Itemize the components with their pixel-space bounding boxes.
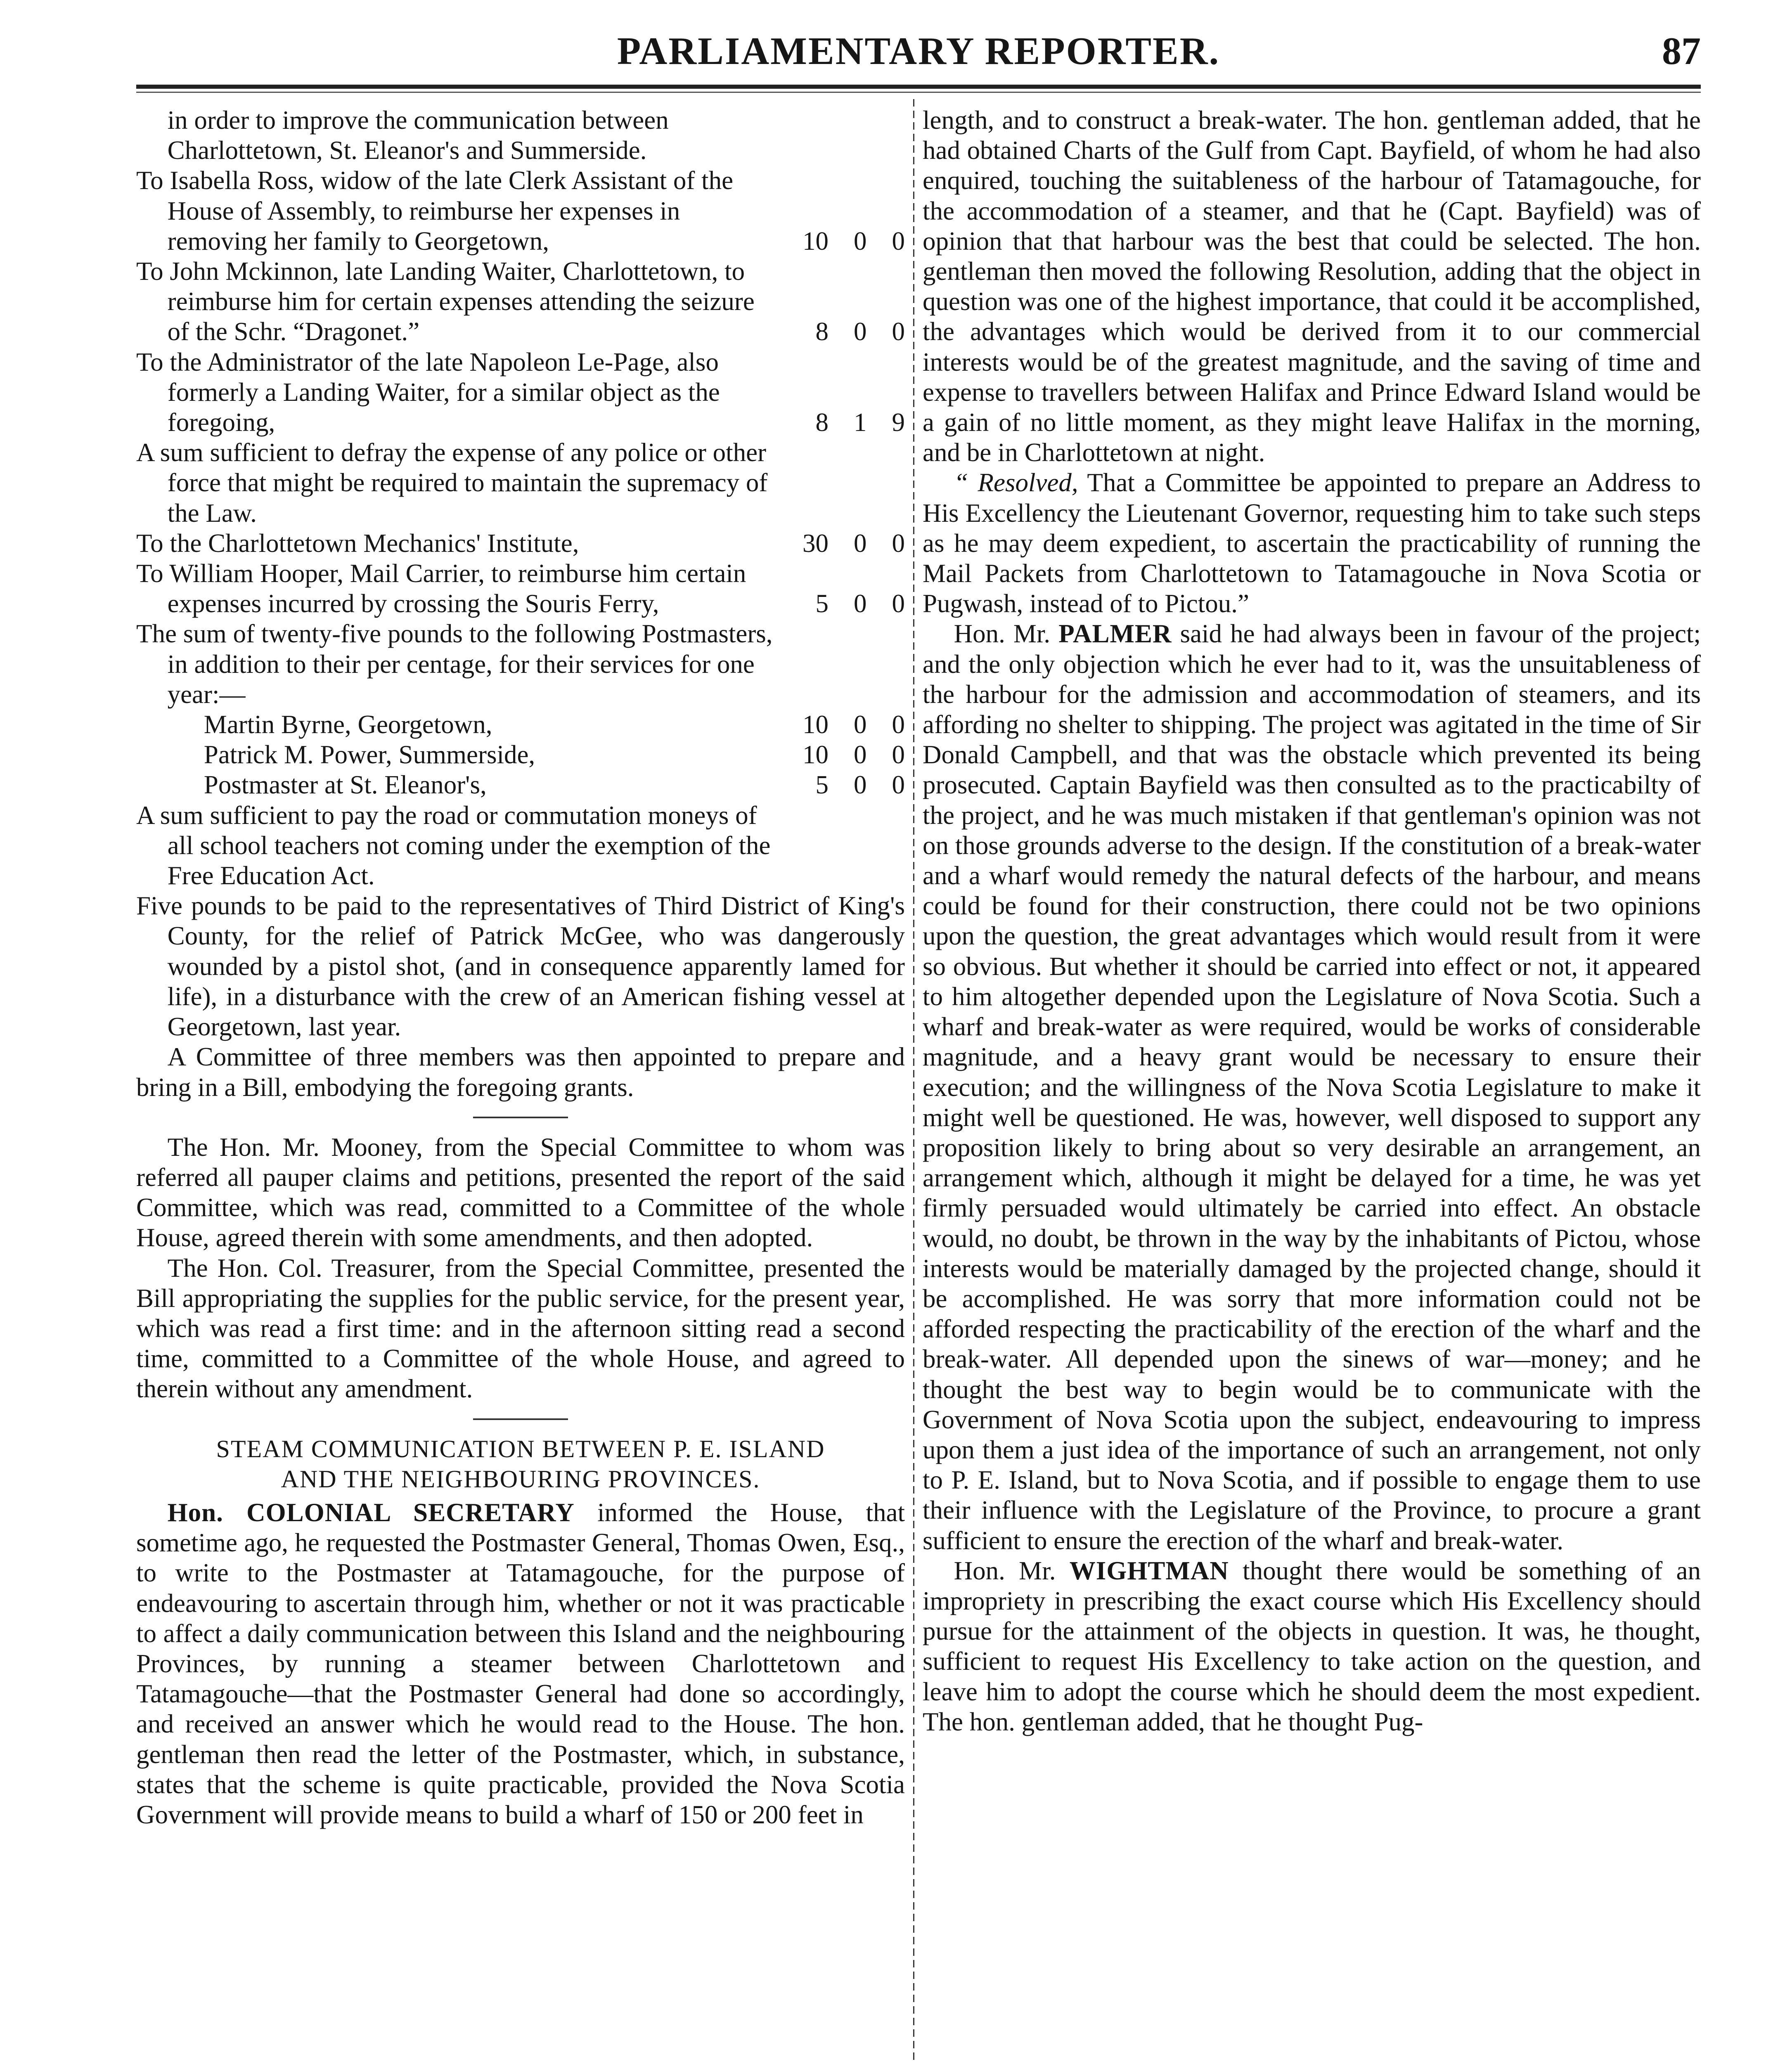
amount-pence: 0 xyxy=(892,710,905,739)
amount-pounds: 10 xyxy=(802,710,829,739)
speaker-name: WIGHTMAN xyxy=(1069,1556,1229,1585)
grant-item xyxy=(136,770,905,800)
amount-pounds: 10 xyxy=(802,226,829,256)
paragraph-treasurer: The Hon. Col. Treasurer, from the Special Committee, presented the Bill appropriating the supplies for the public service, for the present year, which was read a first time: and in the afternoon sitting read a second time, committed to a Committee of the whole House, and agreed to therein without any amendment. xyxy=(136,1253,905,1404)
amount-shillings: 1 xyxy=(854,408,867,437)
amount-pounds: 5 xyxy=(815,770,829,800)
grant-text: To the Administrator of the late Napoleon Le-Page, also formerly a Landing Waiter, for a similar object as the foregoing, xyxy=(136,347,720,437)
grant-text: The sum of twenty-five pounds to the following Postmasters, in addition to their per centage, for their services for one year:— xyxy=(136,619,773,709)
grant-text: To Isabella Ross, widow of the late Clerk Assistant of the House of Assembly, to reimburse her expenses in removing her family to Georgetown, xyxy=(136,166,734,256)
amount-pounds: 5 xyxy=(815,589,829,618)
grant-item xyxy=(136,559,905,619)
page-header xyxy=(136,29,1701,78)
speaker-prefix: Hon. Mr. xyxy=(954,1556,1056,1585)
resolution-text: That a Committee be appointed to prepare an Address to His Excellency the Lieutenant Governor, requesting him to take such steps as he may deem expedient, to ascertain the practicability of running the Mail Packets from Charlottetown to Tatamagouche in Nova Scotia or Pugwash, instead of to Pictou.” xyxy=(923,468,1701,618)
grant-item xyxy=(136,619,905,710)
grant-text: A sum sufficient to defray the expense of any police or other force that might be required to maintain the supremacy of the Law. xyxy=(136,438,768,528)
grant-amount xyxy=(781,317,905,347)
grant-amount xyxy=(781,589,905,619)
section-separator xyxy=(473,1418,568,1420)
amount-shillings: 0 xyxy=(854,740,867,769)
section-heading-line-2: AND THE NEIGHBOURING PROVINCES. xyxy=(281,1465,760,1493)
section-heading xyxy=(136,1434,905,1494)
paragraph-continued: length, and to construct a break-water. The hon. gentleman added, that he had obtained Charts of the Gulf from Capt. Bayfield, of whom he had also enquired, touching the suitableness of the harbour of Tatamagouche, for the accommodation of a steamer, and that he (Capt. Bayfield) was of opinion that that harbour was the best that could be selected. The hon. gentleman then moved the following Resolution, adding that the object in question was one of the highest importance, that could it be accomplished, the advantages which would be derived from it to our commercial interests would be of the greatest magnitude, and the saving of time and expense to travellers between Halifax and Prince Edward Island would be a gain of no little moment, as they might leave Halifax in the morning, and be in Charlottetown at night. xyxy=(923,106,1701,467)
left-column xyxy=(136,105,905,1830)
grant-amount xyxy=(781,770,905,800)
grant-item xyxy=(136,347,905,438)
amount-pence: 0 xyxy=(892,589,905,618)
running-title: PARLIAMENTARY REPORTER. xyxy=(617,30,1220,73)
grant-text: in order to improve the communication between Charlottetown, St. Eleanor's and Summerside. xyxy=(167,106,669,165)
grant-text: To the Charlottetown Mechanics' Institute, xyxy=(136,528,579,558)
grant-item xyxy=(136,256,905,347)
paragraph-five-pounds: Five pounds to be paid to the representatives of Third District of King's County, for the relief of Patrick McGee, who was dangerously wounded by a pistol shot, (and in consequence apparently lamed for life), in a disturbance with the crew of an American fishing vessel at Georgetown, last year. xyxy=(136,891,905,1041)
amount-pence: 0 xyxy=(892,770,905,800)
amount-shillings: 0 xyxy=(854,528,867,558)
grant-item xyxy=(136,528,905,559)
grant-text: To William Hooper, Mail Carrier, to reimburse him certain expenses incurred by crossing the Souris Ferry, xyxy=(136,559,746,618)
speaker-name: PALMER xyxy=(1058,619,1172,649)
amount-pence: 9 xyxy=(892,408,905,437)
speaker-name: Hon. COLONIAL SECRETARY xyxy=(167,1498,575,1527)
grant-amount xyxy=(781,226,905,256)
grant-item xyxy=(136,105,905,166)
speaker-prefix: Hon. Mr. xyxy=(954,619,1051,649)
grant-text: Patrick M. Power, Summerside, xyxy=(204,740,535,769)
speech-text: thought there would be something of an impropriety in prescribing the exact course which His Excellency should pursue for the attainment of the objects in question. It was, he thought, sufficient to request His Excellency to take action on the question, and leave him to adopt the course which he should deem the most expedient. The hon. gentleman added, that he thought Pug- xyxy=(923,1556,1701,1736)
paragraph-mooney: The Hon. Mr. Mooney, from the Special Committee to whom was referred all pauper claims and petitions, presented the report of the said Committee, which was read, committed to a Committee of the whole House, agreed therein with some amendments, and then adopted. xyxy=(136,1132,905,1252)
speech-text: said he had always been in favour of the project; and the only objection which he ever had to it, was the unsuitableness of the harbour for the admission and accommodation of steamers, and its affording no shelter to shipping. The project was agitated in the time of Sir Donald Campbell, and that was the obstacle which prevented its being prosecuted. Captain Bayfield was then consulted as to the practicabilty of the project, and he was much mistaken if that gentleman's opinion was not on those grounds adverse to the design. If the constitution of a break-water and a wharf would remedy the natural defects of the harbour, and means could be found for their construction, there could not be two opinions upon the question, the great advantages which would result from it were so obvious. But whether it should be carried into effect or not, it appeared to him altogether depended upon the Legislature of Nova Scotia. Such a wharf and break-water as were required, would be works of considerable magnitude, and a heavy grant would be necessary to ensure their execution; and the willingness of the Nova Scotia Legislature to make it might well be questioned. He was, however, well disposed to support any proposition likely to bring about so very desirable an arrangement, an arrangement which, although it might be delayed for a time, he was yet firmly persuaded would ultimately be carried into effect. An obstacle would, no doubt, be thrown in the way by the inhabitants of Pictou, whose interests would be materially damaged by the projected change, should it be accomplished. He was sorry that more information could not be afforded respecting the practicability of the erection of the wharf and the break-water. All depended upon the sinews of war—money; and he thought the best way to begin would be to communicate with the Government of Nova Scotia upon the subject, endeavouring to impress upon them a just idea of the importance of such an arrangement, not only to P. E. Island, but to Nova Scotia, and if possible to engage them to use their influence with the Legislature of the Province, to procure a grant sufficient to ensure the erection of the wharf and break-water. xyxy=(923,619,1701,1555)
grant-text: To John Mckinnon, late Landing Waiter, Charlottetown, to reimburse him for certain expenses attending the seizure of the Schr. “Dragonet.” xyxy=(136,257,755,346)
grant-item xyxy=(136,438,905,528)
page-number: 87 xyxy=(1662,30,1701,73)
section-separator xyxy=(473,1117,568,1118)
amount-shillings: 0 xyxy=(854,770,867,800)
grant-item xyxy=(136,710,905,740)
right-column xyxy=(923,105,1701,1737)
grants-list xyxy=(136,105,905,891)
amount-pence: 0 xyxy=(892,528,905,558)
paragraph-resolution xyxy=(923,468,1701,619)
paragraph-wightman xyxy=(923,1556,1701,1737)
paragraph-colonial-secretary xyxy=(136,1498,905,1830)
amount-shillings: 0 xyxy=(854,589,867,618)
grant-amount xyxy=(781,528,905,559)
amount-pounds: 30 xyxy=(802,528,829,558)
section-heading-line-1: STEAM COMMUNICATION BETWEEN P. E. ISLAND xyxy=(216,1435,825,1463)
amount-pounds: 10 xyxy=(802,740,829,769)
amount-shillings: 0 xyxy=(854,226,867,256)
amount-pounds: 8 xyxy=(815,408,829,437)
grant-item xyxy=(136,740,905,770)
amount-pence: 0 xyxy=(892,740,905,769)
resolved-label: “ Resolved, xyxy=(954,468,1078,497)
amount-shillings: 0 xyxy=(854,710,867,739)
amount-shillings: 0 xyxy=(854,317,867,346)
paragraph-committee-three: A Committee of three members was then appointed to prepare and bring in a Bill, embodying the foregoing grants. xyxy=(136,1042,905,1102)
grant-item xyxy=(136,166,905,256)
header-rule xyxy=(136,85,1701,89)
grant-text: A sum sufficient to pay the road or commutation moneys of all school teachers not coming under the exemption of the Free Education Act. xyxy=(136,800,771,890)
amount-pounds: 8 xyxy=(815,317,829,346)
header-rule-thin xyxy=(136,92,1701,93)
grant-text: Postmaster at St. Eleanor's, xyxy=(204,770,487,800)
amount-pence: 0 xyxy=(892,226,905,256)
paragraph-palmer xyxy=(923,619,1701,1555)
grant-text: Martin Byrne, Georgetown, xyxy=(204,710,492,739)
speech-text: informed the House, that sometime ago, he requested the Postmaster General, Thomas Owen, Esq., to write to the Postmaster at Tatamagouche, for the purpose of endeavouring to ascertain through him, whether or not it was practicable to affect a daily communication between this Island and the neighbouring Provinces, by running a steamer between Charlottetown and Tatamagouche—that the Postmaster General had done so accordingly, and received an answer which he would read to the House. The hon. gentleman then read the letter of the Postmaster, which, in substance, states that the scheme is quite practicable, provided the Nova Scotia Government will provide means to build a wharf of 150 or 200 feet in xyxy=(136,1498,905,1829)
grant-amount xyxy=(781,710,905,740)
grant-amount xyxy=(781,407,905,438)
grant-amount xyxy=(781,740,905,770)
amount-pence: 0 xyxy=(892,317,905,346)
column-divider xyxy=(913,99,914,2064)
grant-item xyxy=(136,800,905,891)
